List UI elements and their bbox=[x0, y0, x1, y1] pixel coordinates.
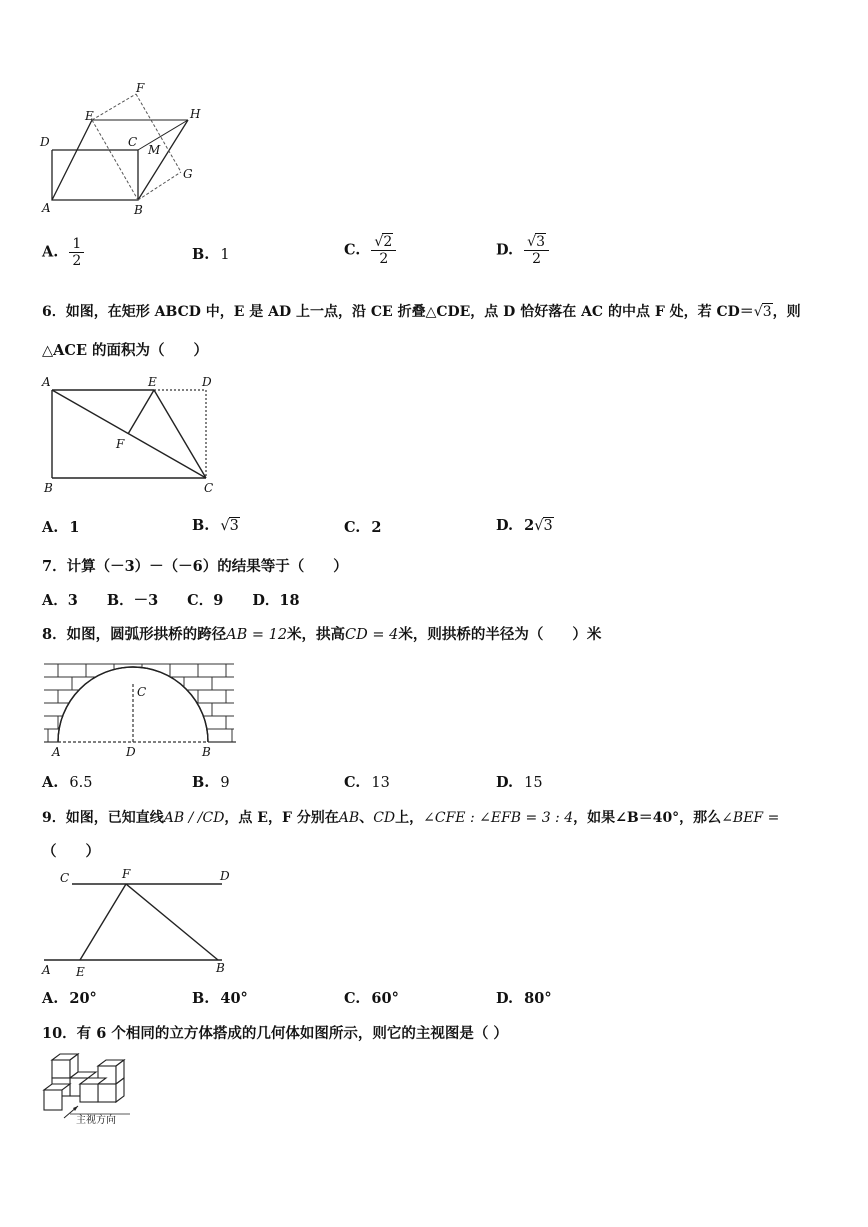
q6-label-D: D bbox=[202, 375, 212, 389]
q9-math-bef: ∠BEF = bbox=[721, 810, 780, 826]
q5-option-a-fraction bbox=[69, 236, 84, 269]
q5-option-a-numerator: 1 bbox=[72, 236, 82, 252]
q9-option-d[interactable] bbox=[496, 990, 552, 1007]
q6-option-b-label: B. bbox=[192, 517, 210, 534]
q5-option-b-value: 1 bbox=[220, 247, 230, 263]
q9-label-F: F bbox=[122, 867, 131, 881]
q9-option-b-label: B. bbox=[192, 990, 210, 1007]
q9-option-c-value: 60° bbox=[371, 990, 399, 1007]
q6-text-post: ，则 bbox=[772, 304, 801, 320]
q7-question: 7．计算（－3）－（－6）的结果等于（ ） bbox=[42, 558, 348, 575]
q5-option-a-denominator: 2 bbox=[72, 253, 82, 269]
q9-option-b-value: 40° bbox=[220, 990, 248, 1007]
q5-label-E: E bbox=[85, 109, 94, 123]
q5-option-b[interactable] bbox=[192, 246, 230, 263]
q8-option-c-label: C. bbox=[344, 774, 361, 791]
q6-option-a-label: A. bbox=[42, 519, 59, 536]
q8-option-c[interactable] bbox=[344, 774, 390, 791]
q5-label-D: D bbox=[40, 135, 50, 149]
q5-option-b-label: B. bbox=[192, 246, 210, 263]
q5-option-d-fraction: $\frac{√3}{2}$ bbox=[524, 234, 549, 267]
q5-label-H: H bbox=[190, 107, 201, 121]
q6-option-d[interactable] bbox=[496, 517, 554, 534]
q6-figure bbox=[36, 372, 226, 498]
q9-option-b[interactable] bbox=[192, 990, 248, 1007]
q6-option-a-value: 1 bbox=[69, 519, 80, 536]
q6-option-d-label: D. bbox=[496, 517, 514, 534]
q8-option-c-value: 13 bbox=[371, 775, 390, 791]
q9-math-ab: AB bbox=[338, 810, 360, 826]
q8-option-a-value: 6.5 bbox=[69, 775, 93, 791]
q8-bridge-figure bbox=[40, 658, 240, 762]
q8-label-C: C bbox=[137, 685, 147, 699]
q9-label-B: B bbox=[216, 961, 225, 975]
q6-option-c-value: 2 bbox=[371, 519, 382, 536]
q6-option-d-radicand: 3 bbox=[543, 518, 553, 534]
q6-option-d-coefficient: 2 bbox=[524, 517, 535, 534]
q5-label-G: G bbox=[183, 167, 193, 181]
q9-option-a-value: 20° bbox=[69, 990, 97, 1007]
q6-text-pre: 6．如图，在矩形 ABCD 中，E 是 AD 上一点，沿 CE 折叠△CDE，点 D 恰好落在 AC 的中点 F 处，若 CD＝ bbox=[42, 304, 754, 320]
q5-option-c-fraction: $\frac{√2}{2}$ bbox=[371, 234, 396, 267]
q10-direction-label: 主视方向 bbox=[76, 1115, 116, 1124]
q8-label-A: A bbox=[52, 745, 61, 759]
q5-label-M: M bbox=[148, 143, 161, 157]
q5-label-F: F bbox=[136, 81, 145, 95]
q10-question: 10．有 6 个相同的立方体搭成的几何体如图所示，则它的主视图是（ ） bbox=[42, 1025, 508, 1042]
q5-option-d[interactable] bbox=[496, 234, 549, 267]
q6-option-b-sqrt: √3 bbox=[220, 518, 239, 534]
q8-option-d-value: 15 bbox=[524, 775, 543, 791]
q8-label-B: B bbox=[202, 745, 211, 759]
q6-label-C: C bbox=[204, 481, 214, 495]
q8-option-b-value: 9 bbox=[220, 775, 230, 791]
q7-options[interactable]: A．3 B．－3 C．9 D．18 bbox=[42, 592, 300, 609]
q8-option-b-label: B. bbox=[192, 774, 210, 791]
q6-option-b-radicand: 3 bbox=[229, 518, 239, 534]
q9-text-mid2: 上， bbox=[395, 810, 424, 826]
q5-option-c-label: C. bbox=[344, 241, 361, 259]
q9-math-ratio: ∠CFE : ∠EFB = 3 : 4 bbox=[423, 810, 574, 826]
q5-option-d-radicand: 3 bbox=[536, 234, 546, 250]
q5-option-a[interactable] bbox=[42, 236, 84, 269]
q8-question bbox=[42, 625, 601, 645]
q9-label-A: A bbox=[42, 963, 51, 977]
q8-label-D: D bbox=[126, 745, 136, 759]
q9-text-mid3: ，如果∠B＝40°，那么 bbox=[573, 810, 722, 826]
q6-question-line1 bbox=[42, 302, 801, 322]
q5-label-A: A bbox=[42, 201, 51, 215]
q5-option-c-denominator: 2 bbox=[379, 251, 389, 267]
q9-text-pre: 9．如图，已知直线 bbox=[42, 810, 164, 826]
q8-option-d-label: D. bbox=[496, 774, 514, 791]
q9-question-line2: （ ） bbox=[42, 843, 100, 860]
q9-math-cd: CD bbox=[373, 810, 396, 826]
q6-sqrt: √3 bbox=[753, 304, 772, 320]
q9-text-mid1: ，点 E，F 分别在 bbox=[224, 810, 339, 826]
q8-math-cd: CD = 4 bbox=[345, 627, 399, 643]
q6-option-b[interactable] bbox=[192, 517, 240, 534]
q5-option-d-label: D. bbox=[496, 241, 514, 259]
q6-label-E: E bbox=[148, 375, 157, 389]
q5-option-a-label: A. bbox=[42, 243, 59, 261]
q8-option-b[interactable] bbox=[192, 774, 230, 791]
q9-option-d-value: 80° bbox=[524, 990, 552, 1007]
q9-question-line1 bbox=[42, 808, 779, 828]
q6-option-a[interactable] bbox=[42, 519, 79, 536]
q9-option-a-label: A. bbox=[42, 990, 59, 1007]
q5-label-B: B bbox=[134, 203, 143, 217]
q8-text-post: 米，则拱桥的半径为（ ）米 bbox=[398, 626, 602, 643]
q9-option-a[interactable] bbox=[42, 990, 97, 1007]
q6-option-d-sqrt: √3 bbox=[534, 518, 553, 534]
q6-label-A: A bbox=[42, 375, 51, 389]
q9-math-parallel: AB / /CD bbox=[163, 810, 225, 826]
q8-option-a-label: A. bbox=[42, 774, 59, 791]
q9-label-E: E bbox=[76, 965, 85, 979]
q5-label-C: C bbox=[128, 135, 138, 149]
q6-option-c-label: C. bbox=[344, 519, 361, 536]
q9-option-d-label: D. bbox=[496, 990, 514, 1007]
q9-figure bbox=[36, 864, 246, 980]
q5-option-c-radicand: 2 bbox=[383, 234, 393, 250]
q9-text-sep: 、 bbox=[359, 810, 374, 826]
q6-label-B: B bbox=[44, 481, 53, 495]
q9-label-D: D bbox=[220, 869, 230, 883]
q8-option-a[interactable] bbox=[42, 774, 92, 791]
q6-label-F: F bbox=[116, 437, 125, 451]
q6-sqrt-radicand: 3 bbox=[762, 304, 772, 320]
q9-label-C: C bbox=[60, 871, 70, 885]
q5-option-d-denominator: 2 bbox=[532, 251, 542, 267]
q8-text-mid: 米，拱高 bbox=[287, 626, 346, 643]
q6-question-line2: △ACE 的面积为（ ） bbox=[42, 342, 209, 359]
q8-math-ab: AB = 12 bbox=[226, 627, 288, 643]
q9-option-c[interactable] bbox=[344, 990, 399, 1007]
q9-option-c-label: C. bbox=[344, 990, 361, 1007]
q5-option-c[interactable] bbox=[344, 234, 396, 267]
q8-option-d[interactable] bbox=[496, 774, 543, 791]
q5-figure bbox=[36, 80, 206, 220]
q10-cubes-figure bbox=[40, 1050, 140, 1124]
q8-text-pre: 8．如图，圆弧形拱桥的跨径 bbox=[42, 626, 227, 643]
q6-option-c[interactable] bbox=[344, 519, 382, 536]
